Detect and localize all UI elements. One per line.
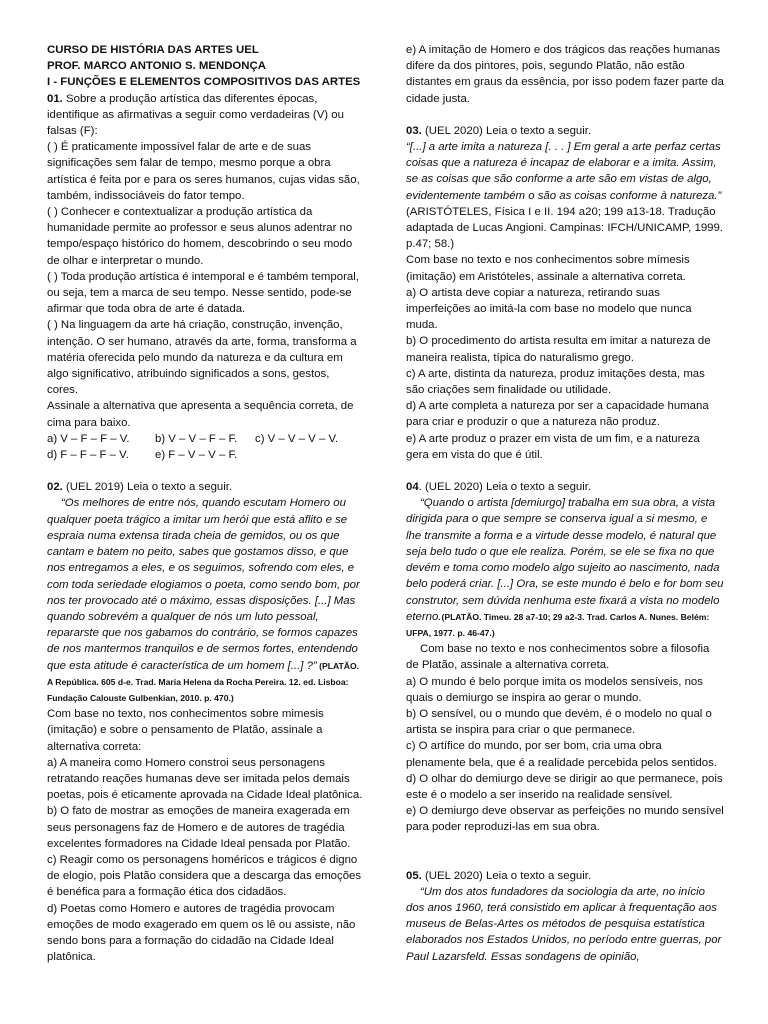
q04-option-d: d) O olhar do demiurgo deve se dirigir ao que permanece, pois este é o modelo a ser inserido na realidade sensível.: [406, 772, 723, 801]
q03-option-d: d) A arte completa a natureza por ser a capacidade humana para criar e produzir o que a natureza não produz.: [406, 400, 709, 429]
q02-option-a: a) A maneira como Homero constroi seus personagens retratando reações humanas deve ser imitada pelos demais poetas, pois é eticamente aprovada na Cidade Ideal platônica.: [47, 756, 363, 802]
q02-option-d: d) Poetas como Homero e autores de tragédia provocam emoções de modo exagerado em quem os lê ou assiste, não sendo bons para a formação do cidadão na Cidade Ideal platônica.: [47, 902, 356, 964]
q03-citation: (ARISTÓTELES, Física I e II. 194 a20; 199 a13-18. Tradução adaptada de Lucas Angioni. Campinas: IFCH/UNICAMP, 1999. p.47; 58.): [406, 205, 724, 251]
q02-quote: “Os melhores de entre nós, quando escutam Homero ou qualquer poeta trágico a imitar um herói que está aflito e se espraia numa extensa tirada cheia de gemidos, ou os que cantam e batem no peito, sabes que gostamos disso, e que nos entregamos a eles, e os seguimos, sofrendo com eles, e com toda seriedade elogiamos o poeta, como sendo bom, por nos ter provocado até o máximo, essas disposições. [...] Mas quando sobrevém a qualquer de nós um luto pessoal, repararste que nos gabamos do contrário, se formos capazes de nos mantermos tranquilos e de sermos fortes, entendendo que esta atitude é característica de um homem [...] ?” (PLATÃO. A República. 605 d-e. Trad. Maria Helena da Rocha Pereira. 12. ed. Lisboa: Fundação Calouste Gulbenkian, 2010. p. 470.): [47, 497, 360, 703]
q02-option-b: b) O fato de mostrar as emoções de maneira exagerada em seus personagens faz de Homero e de autores de tragédia excelentes formadores na Cidade Ideal pensada por Platão.: [47, 805, 351, 850]
q04-citation: (PLATÃO. Timeu. 28 a7-10; 29 a2-3. Trad. Carlos A. Nunes. Belém: UFPA, 1977. p. 46-47.): [406, 611, 710, 638]
q01-item-3: ( ) Toda produção artística é intemporal e é também temporal, ou seja, tem a marca de seu tempo. Nesse sentido, pode-se afirmar que toda obra de arte é datada.: [47, 270, 359, 316]
q01-prompt: Assinale a alternativa que apresenta a sequência correta, de cima para baixo.: [47, 400, 354, 429]
q01-option-a: a) V – F – F – V.: [47, 432, 130, 445]
question-04-number: 04: [406, 481, 419, 494]
course-title: CURSO DE HISTÓRIA DAS ARTES UEL: [47, 44, 259, 56]
q01-option-e: e) F – V – V – F.: [155, 449, 238, 462]
q02-option-c: c) Reagir como os personagens homéricos e trágicos é digno de elogio, pois Platão considera que a descarga das emoções é benéfica para a formação ética dos cidadãos.: [47, 853, 362, 899]
q03-option-e: e) A arte produz o prazer em vista de um fim, e a natureza gera em vista do que é útil.: [406, 432, 700, 461]
question-01-intro: 01. Sobre a produção artística das diferentes épocas, identifique as afirmativas a seguir como verdadeiras (V) ou falsas (F):: [47, 92, 344, 138]
question-02-intro: 02. (UEL 2019) Leia o texto a seguir.: [47, 481, 233, 494]
q04-option-c: c) O artífice do mundo, por ser bom, cria uma obra plenamente bela, que é a realidade percebida pelos sentidos.: [406, 740, 717, 769]
q04-option-a: a) O mundo é belo porque imita os modelos sensíveis, nos quais o demiurgo se inspira ao gerar o mundo.: [406, 675, 703, 704]
q03-quote: “[...] a arte imita a natureza [. . . ] Em geral a arte perfaz certas coisas que a natureza é incapaz de elaborar e a imita. Assim, se as coisas que são conforme a arte são em vistas de algo, evidentemente também o são as coisas conforme à natureza.” (ARISTÓTELES, Física I e II. 194 a20; 199 a13-18. Tradução adaptada de Lucas Angioni. Campinas: IFCH/UNICAMP, 1999. p.47; 58.): [406, 141, 724, 251]
q04-option-b: b) O sensível, ou o mundo que devém, é o modelo no qual o artista se inspira para criar o que permanece.: [406, 707, 712, 737]
q03-option-b: b) O procedimento do artista resulta em imitar a natureza de maneira realista, típica do naturalismo grego.: [406, 335, 711, 364]
q03-option-c: c) A arte, distinta da natureza, produz imitações desta, mas são criações sem finalidade ou utilidade.: [406, 367, 705, 397]
question-05-number: 05.: [406, 869, 422, 882]
q01-item-4: ( ) Na linguagem da arte há criação, construção, invenção, intenção. O ser humano, através da arte, forma, transforma a matéria oferecida pelo mundo da natureza e da cultura em algo significativo, atribuindo significados a sons, gestos, cores.: [47, 319, 357, 397]
q04-quote: “Quando o artista [demiurgo] trabalha em sua obra, a vista dirigida para o que sempre se conserva igual a si mesmo, e lhe transmite a forma e a virtude desse modelo, é natural que seja belo tudo o que ele realiza. Porém, se ele se fixa no que devém e toma como modelo algo sujeito ao nascimento, nada belo poderá criar. [...] Ora, se este mundo é belo e for bom seu construtor, sem dúvida nenhuma este fixará a vista no modelo eterno.(PLATÃO. Timeu. 28 a7-10; 29 a2-3. Trad. Carlos A. Nunes. Belém: UFPA, 1977. p. 46-47.): [406, 497, 724, 638]
question-02-number: 02.: [47, 481, 63, 494]
left-column: [47, 42, 363, 965]
q02-option-e: e) A imitação de Homero e dos trágicos das reações humanas difere da dos pintores, pois, segundo Platão, não estão distantes em graus da essência, por isso podem fazer parte da cidade justa.: [406, 44, 724, 105]
question-01-number: 01.: [47, 92, 63, 105]
q04-option-e: e) O demiurgo deve observar as perfeições no mundo sensível para poder reproduzi-las em sua obra.: [406, 805, 724, 834]
section-title: I - FUNÇÕES E ELEMENTOS COMPOSITIVOS DAS ARTES: [47, 76, 361, 89]
q05-quote: “Um dos atos fundadores da sociologia da arte, no início dos anos 1960, terá consistido em aplicar à frequentação aos museus de Belas-Artes os métodos de pesquisa estatística elaborados nos Estados Unidos, no período entre guerras, por Paul Lazarsfeld. Essas sondagens de opinião,: [406, 885, 722, 963]
question-04-intro: 04. (UEL 2020) Leia o texto a seguir.: [406, 481, 592, 494]
q01-item-2: ( ) Conhecer e contextualizar a produção artística da humanidade permite ao professor e seus alunos adentrar no tempo/espaço histórico do homem, descobrindo o seu modo de olhar e interpretar o mundo.: [47, 206, 353, 267]
q02-stem: Com base no texto, nos conhecimentos sobre mimesis (imitação) e sobre o pensamento de Platão, assinale a alternativa correta:: [47, 708, 324, 753]
question-05-intro: 05. (UEL 2020) Leia o texto a seguir.: [406, 869, 592, 882]
q02-citation: (PLATÃO. A República. 605 d-e. Trad. Maria Helena da Rocha Pereira. 12. ed. Lisboa: Fundação Calouste Gulbenkian, 2010. p. 470.): [47, 660, 360, 703]
q01-option-c: c) V – V – V – V.: [255, 432, 339, 445]
q03-option-a: a) O artista deve copiar a natureza, retirando suas imperfeições ao imitá-la com base no modelo que nunca muda.: [406, 286, 692, 332]
question-03-number: 03.: [406, 124, 422, 137]
q01-item-1: ( ) É praticamente impossível falar de arte e de suas significações sem falar de tempo, mesmo porque a obra artística é feita por e para os seres humanos, cujas vidas são, também, indissociáveis do fator tempo.: [47, 141, 360, 202]
q01-options-row-2: [47, 447, 363, 463]
question-03-intro: 03. (UEL 2020) Leia o texto a seguir.: [406, 124, 592, 137]
right-column: [406, 42, 724, 965]
q01-option-b: b) V – V – F – F.: [155, 432, 238, 445]
professor-name: PROF. MARCO ANTONIO S. MENDONÇA: [47, 60, 266, 73]
q04-stem: Com base no texto e nos conhecimentos sobre a filosofia de Platão, assinale a alternativa correta.: [406, 643, 710, 672]
q01-options-row-1: [47, 431, 363, 447]
q01-option-d: d) F – F – F – V.: [47, 449, 129, 462]
q03-stem: Com base no texto e nos conhecimentos sobre mímesis (imitação) em Aristóteles, assinale a alternativa correta.: [406, 254, 690, 283]
